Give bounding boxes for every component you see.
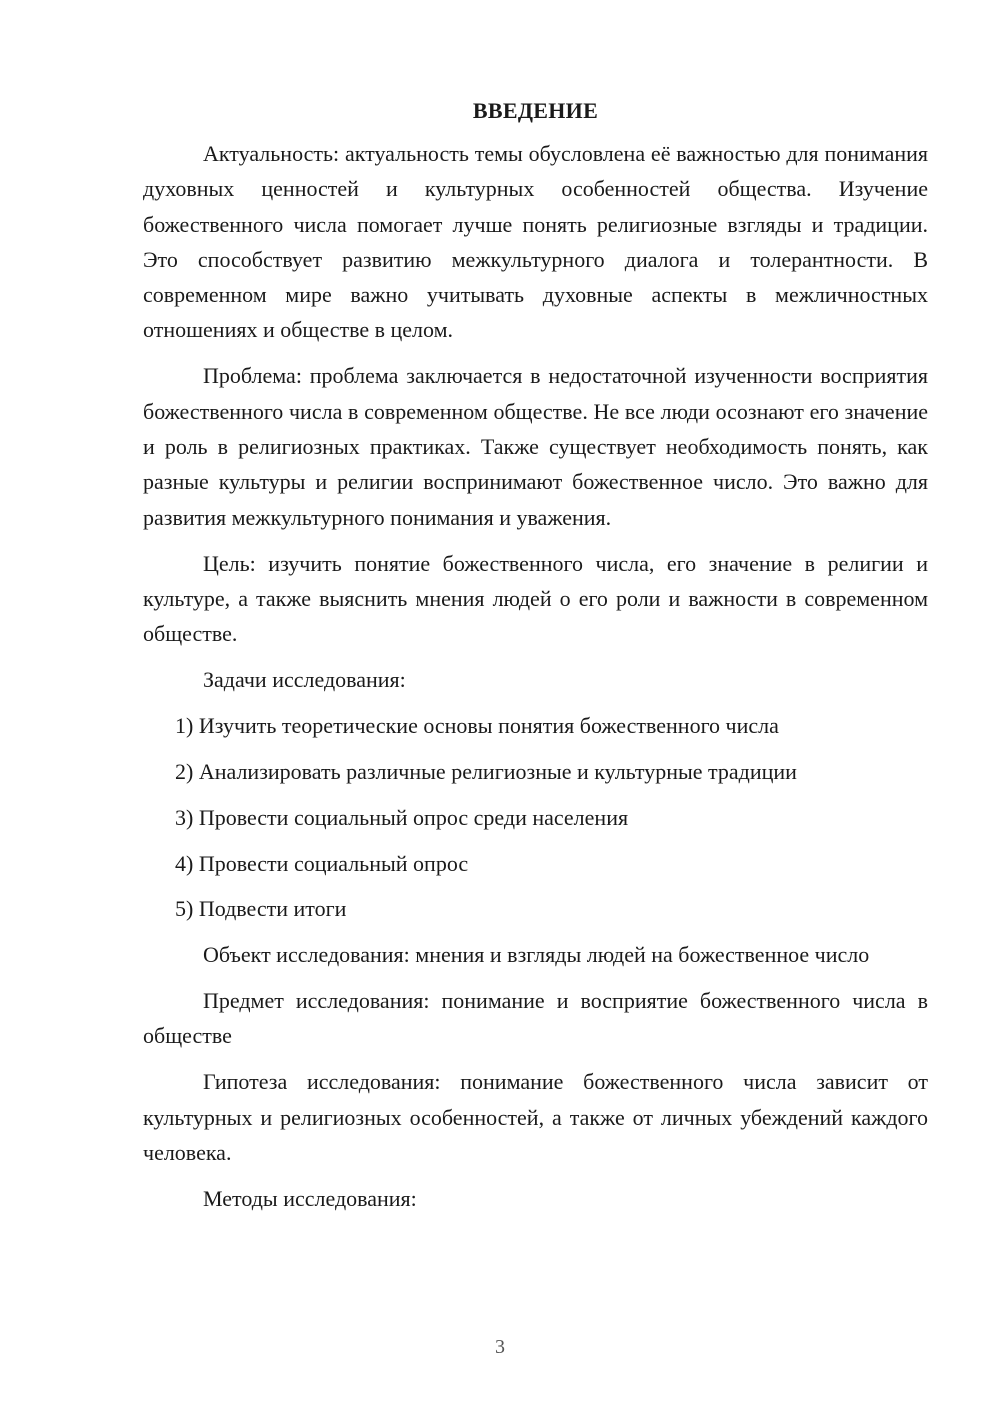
task-item-2: 2) Анализировать различные религиозные и культурные традиции	[175, 759, 797, 784]
methods-label: Методы исследования:	[203, 1186, 417, 1212]
task-item-5: 5) Подвести итоги	[175, 896, 347, 922]
tasks-label: Задачи исследования:	[203, 667, 406, 693]
paragraph-object: Объект исследования: мнения и взгляды людей на божественное число	[203, 942, 870, 968]
paragraph-relevance: Актуальность: актуальность темы обусловлена её важностью для понимания духовных ценностей и культурных особенностей общества. Изучение божественного числа помогает лучше понять религиозные взгляды и традиции. Это способствует развитию межкультурного диалога и толерантности. В современном мире важно учитывать духовные аспекты в межличностных отношениях и обществе в целом.	[143, 141, 928, 343]
tasks-list	[143, 708, 928, 926]
paragraph-hypothesis: Гипотеза исследования: понимание божественного числа зависит от культурных и религиозных особенностей, а также от личных убеждений каждого человека.	[143, 1069, 928, 1166]
page-number: 3	[495, 1336, 505, 1358]
page-content	[143, 94, 928, 1227]
task-item-1: 1) Изучить теоретические основы понятия божественного числа	[175, 713, 779, 739]
section-heading: ВВЕДЕНИЕ	[472, 98, 599, 123]
paragraph-subject: Предмет исследования: понимание и восприятие божественного числа в обществе	[143, 988, 928, 1049]
task-item-3: 3) Провести социальный опрос среди населения	[175, 804, 629, 830]
task-item-4: 4) Провести социальный опрос	[175, 850, 469, 876]
paragraph-goal: Цель: изучить понятие божественного числа, его значение в религии и культуре, а также выяснить мнения людей о его роли и важности в современном обществе.	[143, 550, 928, 647]
paragraph-problem: Проблема: проблема заключается в недостаточной изученности восприятия божественного числа в современном обществе. Не все люди осознают его значение и роль в религиозных практиках. Также существует необходимость понять, как разные культуры и религии воспринимают божественное число. Это важно для развития межкультурного понимания и уважения.	[143, 363, 928, 530]
